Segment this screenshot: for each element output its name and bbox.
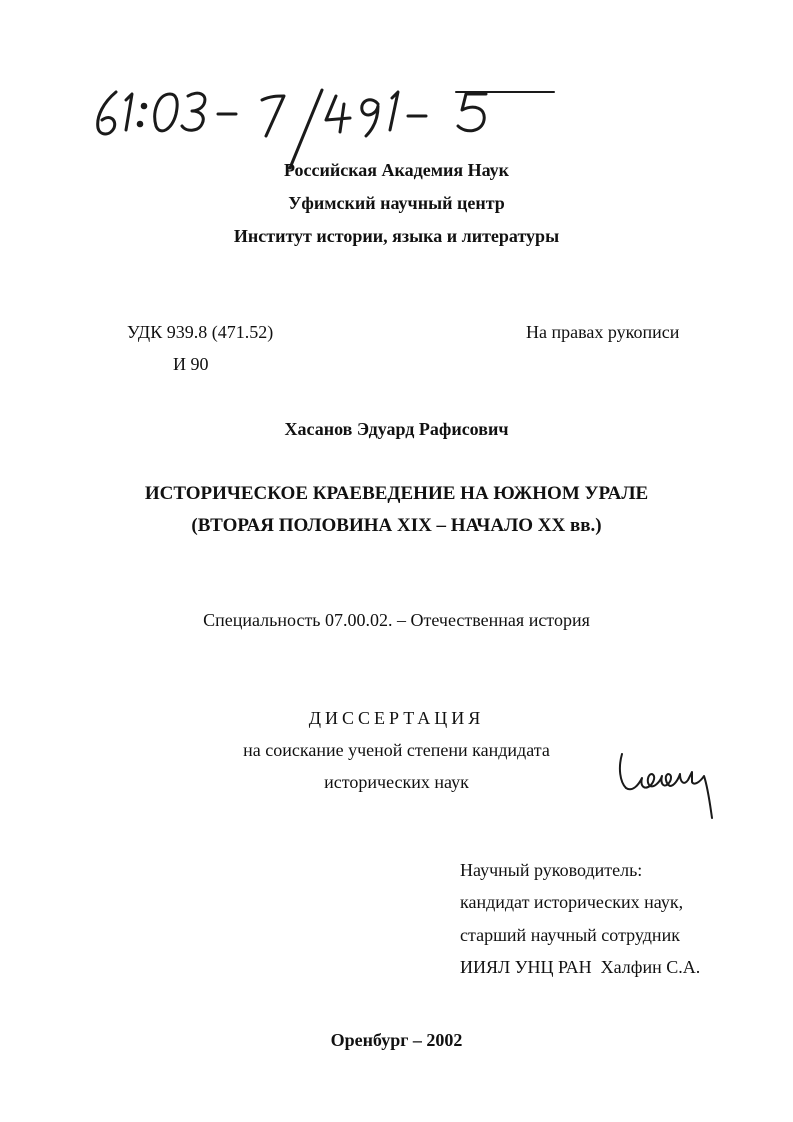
dissertation-title-line-2: (ВТОРАЯ ПОЛОВИНА XIX – НАЧАЛО XX вв.): [191, 515, 602, 536]
udk-code: УДК 939.8 (471.52): [127, 322, 274, 342]
supervisor-label: Научный руководитель:: [460, 860, 643, 880]
author-name: Хасанов Эдуард Рафисович: [284, 419, 509, 439]
dissertation-heading: ДИССЕРТАЦИЯ: [308, 708, 485, 728]
supervisor-position: старший научный сотрудник: [460, 925, 680, 945]
supervisor-degree: кандидат исторических наук,: [460, 892, 684, 912]
institute-name: Институт истории, языка и литературы: [233, 226, 560, 246]
supervisor-name: ИИЯЛ УНЦ РАН Халфин С.А.: [460, 957, 701, 977]
center-name: Уфимский научный центр: [288, 193, 505, 213]
dissertation-title-line-1: ИСТОРИЧЕСКОЕ КРАЕВЕДЕНИЕ НА ЮЖНОМ УРАЛЕ: [144, 483, 649, 504]
academy-name: Российская Академия Наук: [283, 160, 510, 180]
signature: [612, 748, 722, 820]
degree-line-2: исторических наук: [324, 772, 469, 792]
city-year: Оренбург – 2002: [330, 1030, 463, 1050]
specialty: Специальность 07.00.02. – Отечественная история: [203, 610, 590, 630]
rights-notice: На правах рукописи: [526, 322, 680, 342]
degree-line-1: на соискание ученой степени кандидата: [243, 740, 550, 760]
index-code: И 90: [173, 354, 209, 374]
